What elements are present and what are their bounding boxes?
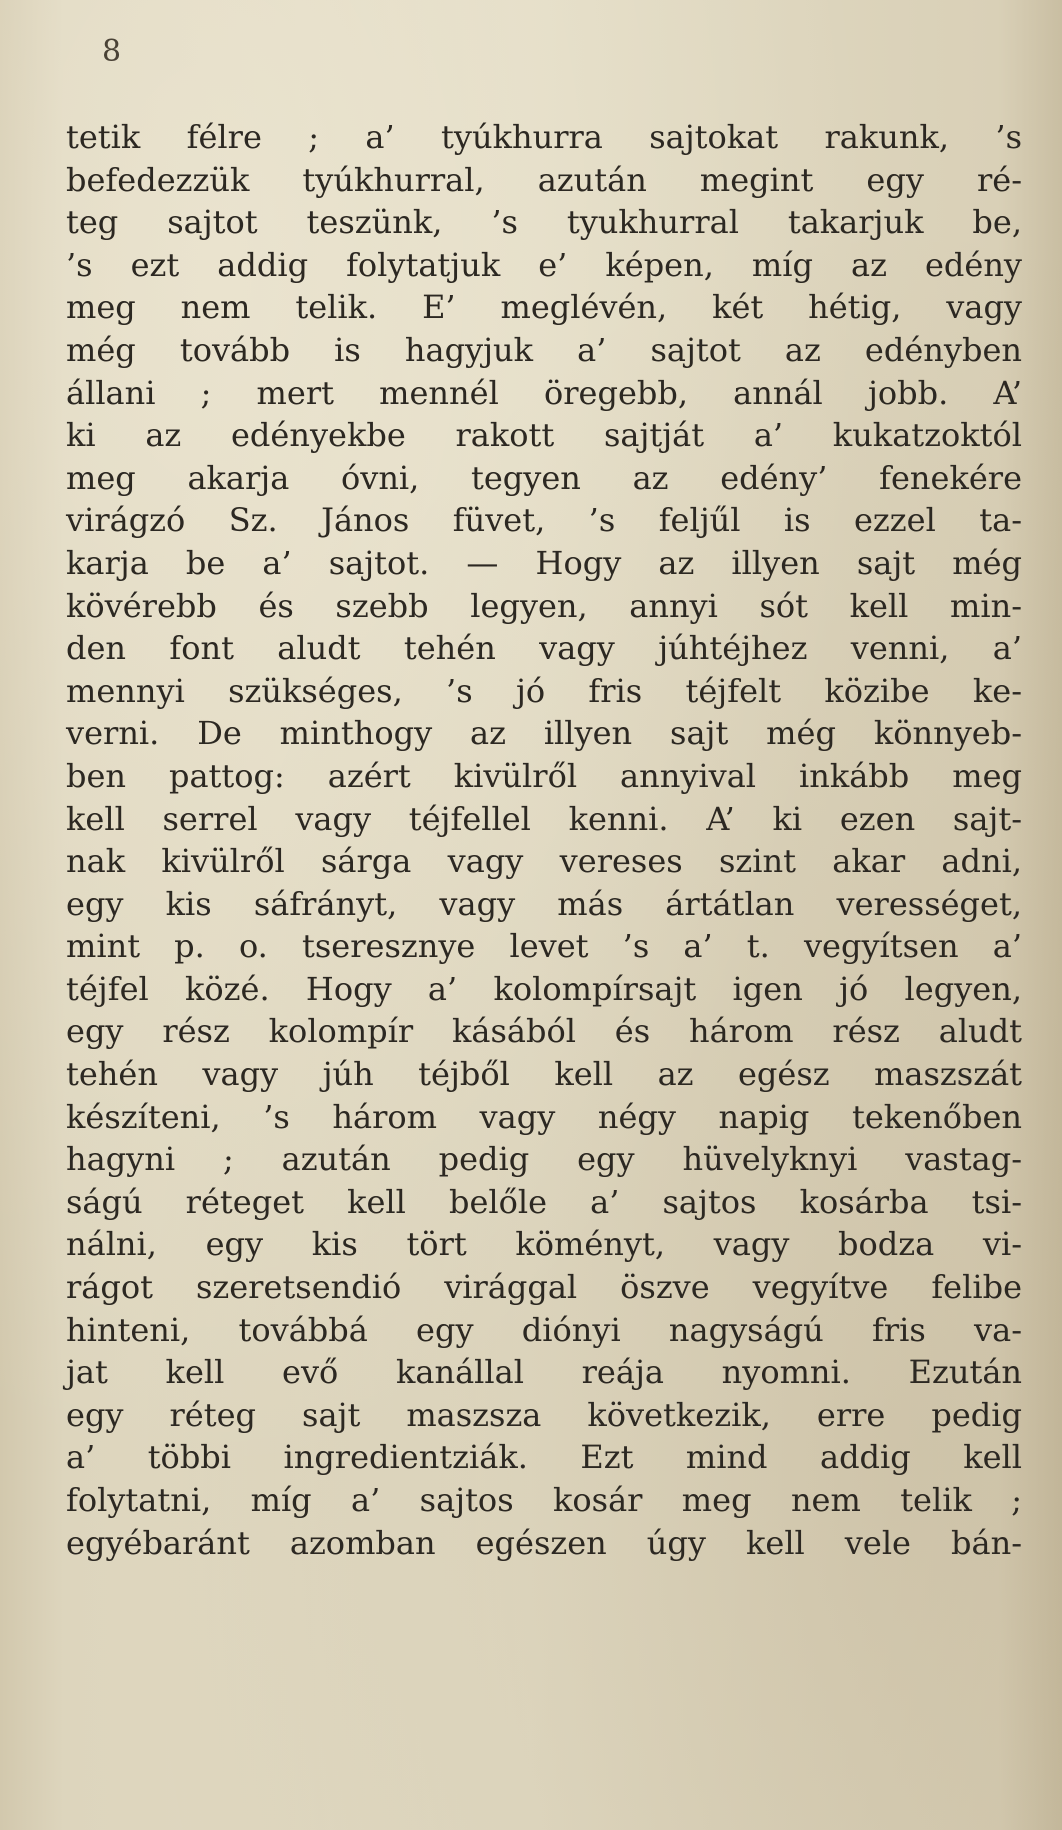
text-line: egy réteg sajt maszsza következik, erre pedig [66, 1395, 1022, 1434]
text-line: egyébaránt azomban egészen úgy kell vele bán- [66, 1523, 1022, 1562]
text-line: készíteni, ’s három vagy négy napig tekenőben [66, 1097, 1022, 1136]
text-line: meg akarja óvni, tegyen az edény’ fenekére [66, 458, 1022, 497]
text-line: virágzó Sz. János füvet, ’s feljűl is ezzel ta- [66, 501, 1022, 540]
text-line: téjfel közé. Hogy a’ kolompírsajt igen jó legyen, [66, 969, 1022, 1008]
text-line: rágot szeretsendió virággal öszve vegyítve felibe [66, 1268, 1022, 1307]
text-line: hinteni, továbbá egy diónyi nagyságú fris va- [66, 1310, 1022, 1349]
text-line: tetik félre ; a’ tyúkhurra sajtokat rakunk, ’s [66, 118, 1022, 156]
text-line: ságú réteget kell belőle a’ sajtos kosárba tsi- [66, 1182, 1022, 1221]
text-line: ’s ezt addig folytatjuk e’ képen, míg az edény [66, 245, 1022, 284]
text-line: egy rész kolompír kásából és három rész aludt [66, 1012, 1022, 1051]
text-line: den font aludt tehén vagy júhtéjhez venni, a’ [66, 629, 1022, 668]
text-line: a’ többi ingredientziák. Ezt mind addig kell [66, 1438, 1022, 1477]
text-line: nálni, egy kis tört köményt, vagy bodza vi- [66, 1225, 1022, 1264]
text-line: befedezzük tyúkhurral, azután megint egy ré- [66, 160, 1022, 199]
text-line: meg nem telik. E’ meglévén, két hétig, vagy [66, 288, 1022, 327]
page-number: 8 [102, 34, 122, 69]
text-line: egy kis sáfrányt, vagy más ártátlan verességet, [66, 884, 1022, 923]
text-line: kövérebb és szebb legyen, annyi sót kell min- [66, 586, 1022, 625]
text-line: ben pattog: azért kivülről annyival inkább meg [66, 756, 1022, 795]
text-line: folytatni, míg a’ sajtos kosár meg nem telik ; [66, 1481, 1022, 1519]
text-line: mint p. o. tseresznye levet ’s a’ t. vegyítsen a’ [66, 927, 1022, 966]
text-line: még tovább is hagyjuk a’ sajtot az edényben [66, 330, 1022, 369]
text-line: mennyi szükséges, ’s jó fris téjfelt közibe ke- [66, 671, 1022, 710]
text-line: kell serrel vagy téjfellel kenni. A’ ki ezen sajt- [66, 799, 1022, 838]
text-line: állani ; mert mennél öregebb, annál jobb. A’ [66, 373, 1022, 412]
text-line: hagyni ; azután pedig egy hüvelyknyi vastag- [66, 1140, 1022, 1179]
text-line: verni. De minthogy az illyen sajt még könnyeb- [66, 714, 1022, 753]
text-line: tehén vagy júh téjből kell az egész maszszát [66, 1055, 1022, 1094]
text-line: jat kell evő kanállal reája nyomni. Ezután [66, 1353, 1022, 1392]
text-line: ki az edényekbe rakott sajtját a’ kukatzoktól [66, 416, 1022, 455]
text-line: teg sajtot teszünk, ’s tyukhurral takarjuk be, [66, 203, 1022, 242]
body-text [66, 116, 1022, 1564]
text-line: karja be a’ sajtot. — Hogy az illyen sajt még [66, 543, 1022, 582]
text-line: nak kivülről sárga vagy vereses szint akar adni, [66, 842, 1022, 881]
